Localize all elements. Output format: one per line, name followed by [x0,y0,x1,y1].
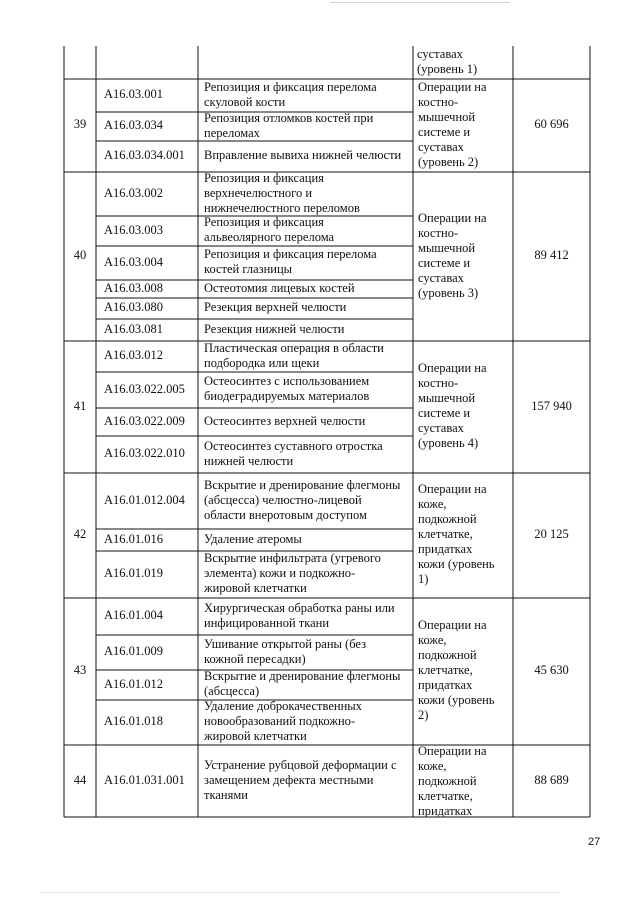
procedure-name-line: костей глазницы [204,262,293,276]
procedure-code: A16.01.016 [104,531,164,546]
group-label-line: коже, [418,759,447,773]
group-label-line: (уровень 4) [418,436,479,450]
group-label-line: суставах [418,421,464,435]
group-label-line: Операции на [418,482,487,496]
cost-value: 89 412 [534,248,569,262]
procedure-code: A16.03.034 [104,118,164,132]
procedure-code: A16.03.022.009 [104,413,185,428]
group-label-line: Операции на [418,210,487,225]
procedure-code: A16.03.004 [104,254,164,269]
procedure-name-line: Устранение рубцовой деформации с [204,757,397,772]
group-label-line: мышечной [418,391,476,405]
procedure-code: A16.01.012.004 [104,492,185,507]
group-label-line: Операции на [418,744,487,758]
group-label-line: системе и [418,124,471,139]
group-label-line: суставах [418,139,464,154]
procedure-name-line: новообразований подкожно- [204,714,356,728]
group-label-line: 1) [418,572,429,586]
procedure-code: A16.03.081 [104,321,164,336]
procedure-name-line: Остеосинтез с использованием [204,374,370,388]
procedure-name-line: скуловой кости [204,94,286,109]
procedure-name-line: Остеотомия лицевых костей [204,280,355,295]
procedure-name-line: Вправление вывиха нижней челюсти [204,148,402,162]
procedure-code: A16.03.022.010 [104,446,185,460]
row-number: 43 [73,663,87,677]
procedure-name-line: подбородка или щеки [204,355,320,370]
group-label-line: коже, [418,633,447,647]
procedure-name-line: Удаление атеромы [204,531,302,546]
procedure-name-line: нижней челюсти [204,453,294,468]
procedure-name-line: Удаление доброкачественных [204,699,362,713]
page-number: 27 [588,836,601,848]
procedure-code: A16.01.031.001 [104,772,185,787]
cost-value: 45 630 [534,663,569,677]
procedure-code: A16.03.080 [104,300,164,314]
group-label-line: коже, [418,497,447,511]
procedure-name-line: тканями [204,787,248,802]
group-label-line: костно- [418,376,459,390]
procedure-name-line: Ушивание открытой раны (без [204,636,367,651]
procedure-code: A16.03.003 [104,222,164,237]
procedure-code: A16.01.009 [104,644,164,658]
group-label-line: (уровень 3) [418,285,479,300]
group-label-line: подкожной [418,648,477,662]
procedure-name-line: Репозиция и фиксация [204,171,324,185]
procedure-name-line: переломах [204,126,260,140]
procedure-name-line: элемента) кожи и подкожно- [204,566,356,580]
row-number: 39 [73,117,87,131]
procedure-code: A16.01.018 [104,714,164,728]
group-label-line: клетчатке, [418,663,473,677]
procedure-name-line: Репозиция и фиксация перелома [204,247,377,261]
procedure-code: A16.01.019 [104,566,164,580]
group-label-line: клетчатке, [418,789,473,803]
group-label-line: Операции на [418,618,487,632]
group-label-line: придатках [418,678,473,692]
procedure-code: A16.01.004 [104,608,164,622]
cost-value: 88 689 [534,772,569,787]
cost-value: 60 696 [534,117,569,131]
procedure-name-line: Пластическая операция в области [204,340,384,355]
procedure-name-line: нижнечелюстного переломов [204,201,360,215]
scan-artifact-bottom [40,892,560,893]
group-label-line: клетчатке, [418,527,473,541]
procedure-name-line: Репозиция и фиксация [204,215,324,229]
group-label-line: мышечной [418,109,476,124]
row-number: 41 [73,398,87,413]
group-label-line: кожи (уровень [418,693,495,707]
procedure-name-line: Хирургическая обработка раны или [204,600,395,615]
group-label-line: суставах [418,270,464,285]
procedure-name-line: области внеротовым доступом [204,507,367,522]
group-label-line: Операции на [418,361,487,375]
procedure-code: A16.03.002 [104,185,164,200]
procedure-name-line: альвеолярного перелома [204,230,335,244]
procedure-name-line: Остеосинтез суставного отростка [204,438,383,453]
row-number: 44 [73,772,87,787]
procedure-code: A16.03.012 [104,348,164,362]
procedure-code: A16.03.001 [104,87,164,101]
cost-value: 20 125 [534,527,569,541]
procedure-name-line: Резекция нижней челюсти [204,321,345,336]
procedure-name-line: инфицированной ткани [204,615,330,630]
group-label-line: костно- [418,94,459,109]
procedure-name-line: Вскрытие инфильтрата (угревого [204,551,381,565]
procedure-name-line: Остеосинтез верхней челюсти [204,413,366,428]
procedure-name-line: Резекция верхней челюсти [204,300,347,314]
group-label-line: придатках [418,804,473,818]
procedure-code: A16.01.012 [104,676,164,691]
procedure-name-line: Вскрытие и дренирование флегмоны [204,669,401,683]
row-number: 40 [73,248,87,262]
group-label-line: суставах [417,47,463,61]
group-label-line: придатках [418,542,473,556]
procedure-name-line: жировой клетчатки [204,729,307,743]
cost-value: 157 940 [531,398,572,413]
procedure-name-line: Репозиция и фиксация перелома [204,79,377,94]
group-label-line: кожи (уровень [418,557,495,571]
group-label-line: системе и [418,255,471,270]
procedure-name-line: верхнечелюстного и [204,186,313,200]
procedure-code: A16.03.034.001 [104,148,185,162]
procedure-name-line: кожной пересадки) [204,651,306,666]
group-label-line: 2) [418,708,429,722]
procedure-name-line: жировой клетчатки [204,581,307,595]
group-label-line: Операции на [418,79,487,94]
group-label-line: (уровень 2) [418,154,479,169]
group-label-line: системе и [418,406,471,420]
procedure-name-line: (абсцесса) челюстно-лицевой [204,492,362,507]
group-label-line: (уровень 1) [417,62,478,76]
procedure-name-line: Репозиция отломков костей при [204,111,374,125]
group-label-line: мышечной [418,240,476,255]
procedure-code: A16.03.008 [104,280,164,295]
procedure-name-line: (абсцесса) [204,684,260,698]
group-label-line: подкожной [418,774,477,788]
procedure-name-line: замещением дефекта местными [204,772,374,787]
group-label-line: костно- [418,225,459,240]
scan-artifact-top [330,2,510,3]
row-number: 42 [73,527,87,541]
procedure-name-line: биодеградируемых материалов [204,389,370,403]
group-label-line: подкожной [418,512,477,526]
procedure-code: A16.03.022.005 [104,381,185,396]
procedure-name-line: Вскрытие и дренирование флегмоны [204,477,401,492]
